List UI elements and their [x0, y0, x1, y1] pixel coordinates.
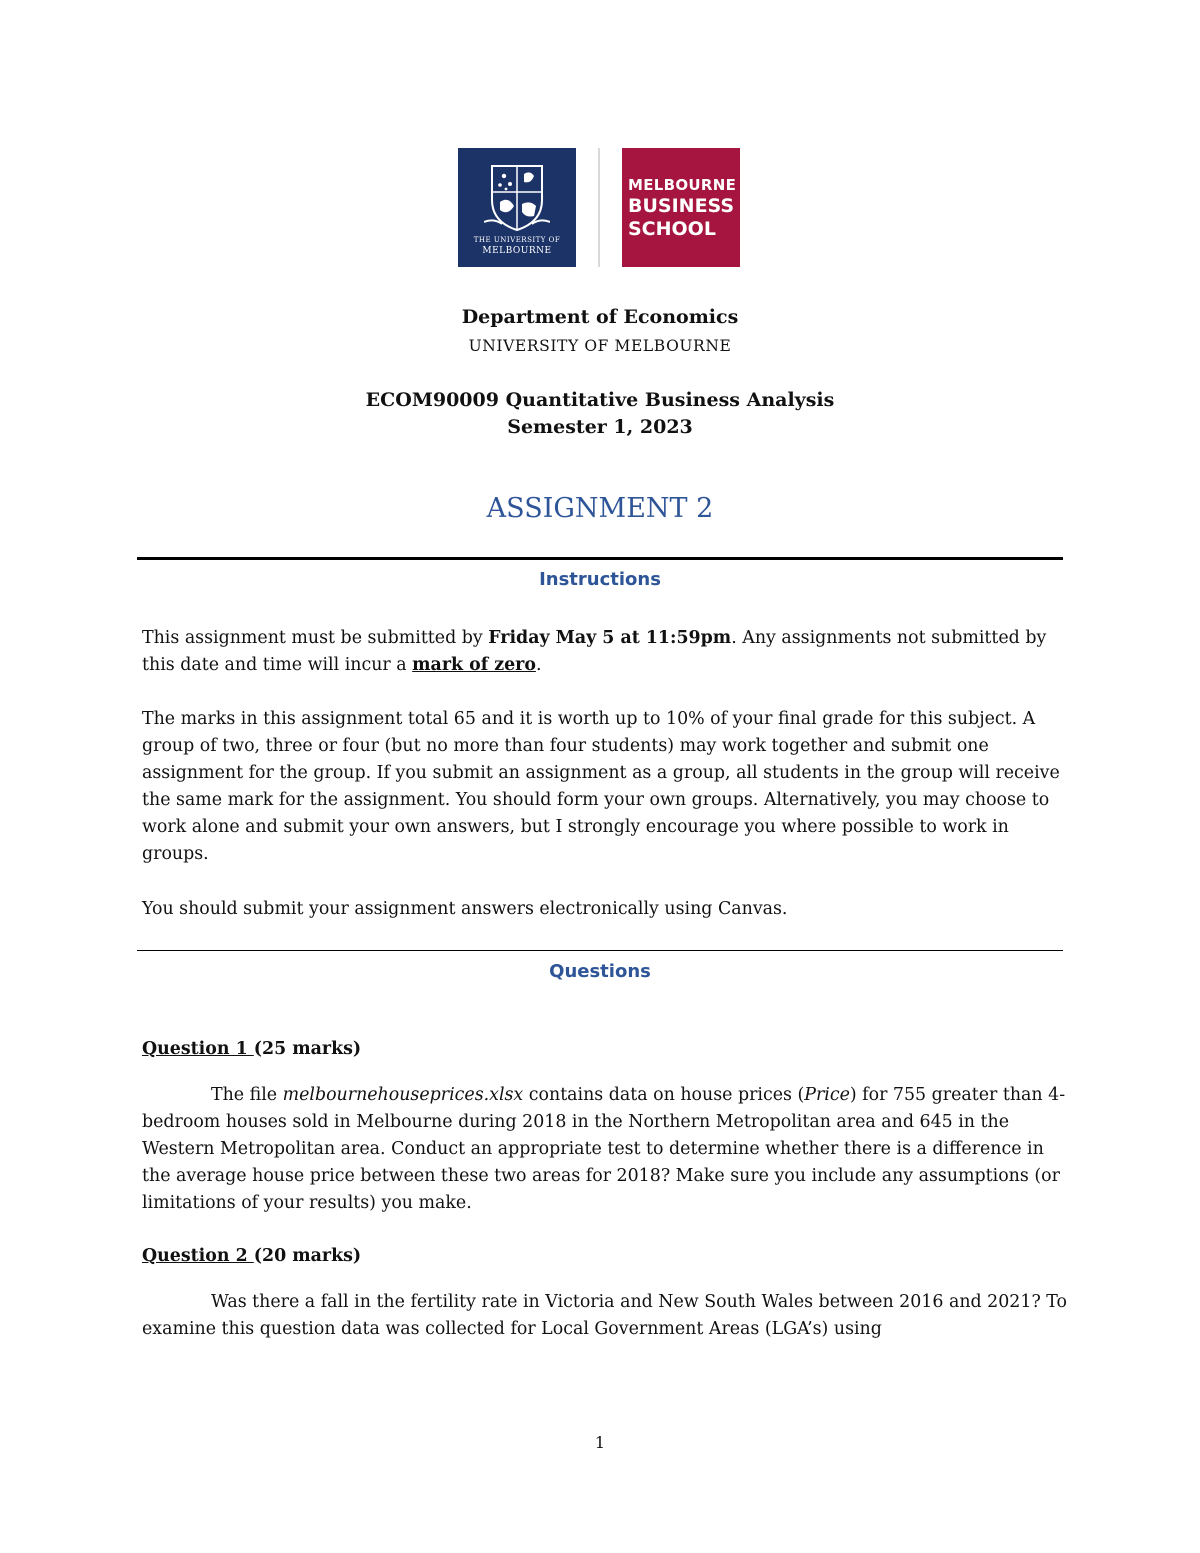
instructions-paragraph-deadline [142, 625, 1067, 679]
mark-of-zero: mark of zero [412, 655, 536, 675]
logo-mbs-line3: SCHOOL [628, 218, 716, 240]
q1-price-variable: Price [804, 1085, 850, 1105]
department-title: Department of Economics [461, 306, 739, 328]
assignment-title: ASSIGNMENT 2 [486, 493, 714, 524]
logo-university-line2: MELBOURNE [482, 246, 552, 256]
deadline-text-b: . Any assignments not submitted by this date and time will incur a [142, 628, 1047, 675]
university-name: UNIVERSITY OF MELBOURNE [468, 337, 732, 355]
questions-heading: Questions [549, 961, 651, 982]
question-2-title [142, 1243, 1067, 1270]
logo-university-line1: THE UNIVERSITY OF [473, 236, 561, 244]
university-crest-icon [484, 162, 550, 232]
university-of-melbourne-logo [458, 148, 576, 267]
q1-text-a: The file [211, 1085, 283, 1105]
logo-mbs-line1: MELBOURNE [628, 176, 737, 194]
q2-text: Was there a fall in the fertility rate in Victoria and New South Wales between 2016 and 2021? To examine this question data was collected for Local Government Areas (LGA’s) using [142, 1292, 1068, 1339]
question-1-label: Question 1 [142, 1039, 254, 1059]
logo-divider [598, 148, 600, 267]
question-2-marks: (20 marks) [253, 1246, 362, 1266]
logo-mbs-line2: BUSINESS [628, 195, 735, 217]
instructions-paragraph-groups: The marks in this assignment total 65 and it is worth up to 10% of your final grade for this subject. A group of two, three or four (but no more than four students) may work together and submit one assignment for the group. If you submit an assignment as a group, all students in the group will receive the same mark for the assignment. You should form your own groups. Alternatively, you may choose to work alone and submit your own answers, but I strongly encourage you where possible to work in groups. [142, 709, 1060, 864]
question-1-title [142, 1036, 1067, 1063]
q1-filename: melbournehouseprices.xlsx [282, 1085, 524, 1105]
deadline-text-end: . [535, 655, 542, 675]
question-2-body [142, 1289, 1067, 1343]
section-divider-thin [137, 950, 1063, 951]
page-number: 1 [594, 1433, 606, 1452]
instructions-paragraph-submission: You should submit your assignment answers electronically using Canvas. [142, 899, 788, 919]
deadline-text-a: This assignment must be submitted by [142, 628, 489, 648]
deadline-date: Friday May 5 at 11:59pm [488, 628, 732, 648]
question-2-label: Question 2 [142, 1246, 254, 1266]
q1-text-b: contains data on house prices ( [523, 1085, 805, 1105]
instructions-heading: Instructions [539, 569, 661, 590]
semester-label: Semester 1, 2023 [507, 416, 693, 438]
question-1-body [142, 1082, 1067, 1217]
section-divider-thick [137, 557, 1063, 560]
course-title: ECOM90009 Quantitative Business Analysis [365, 389, 835, 411]
question-1-marks: (25 marks) [253, 1039, 362, 1059]
q1-text-c: ) for 755 greater than 4-bedroom houses sold in Melbourne during 2018 in the Northern Metropolitan area and 645 in the Western Metropolitan area. Conduct an appropriate test to determine whether there is a difference in the average house price between these two areas for 2018? Make sure you include any assumptions (or limitations of your results) you make. [142, 1085, 1066, 1213]
melbourne-business-school-logo [622, 148, 740, 267]
